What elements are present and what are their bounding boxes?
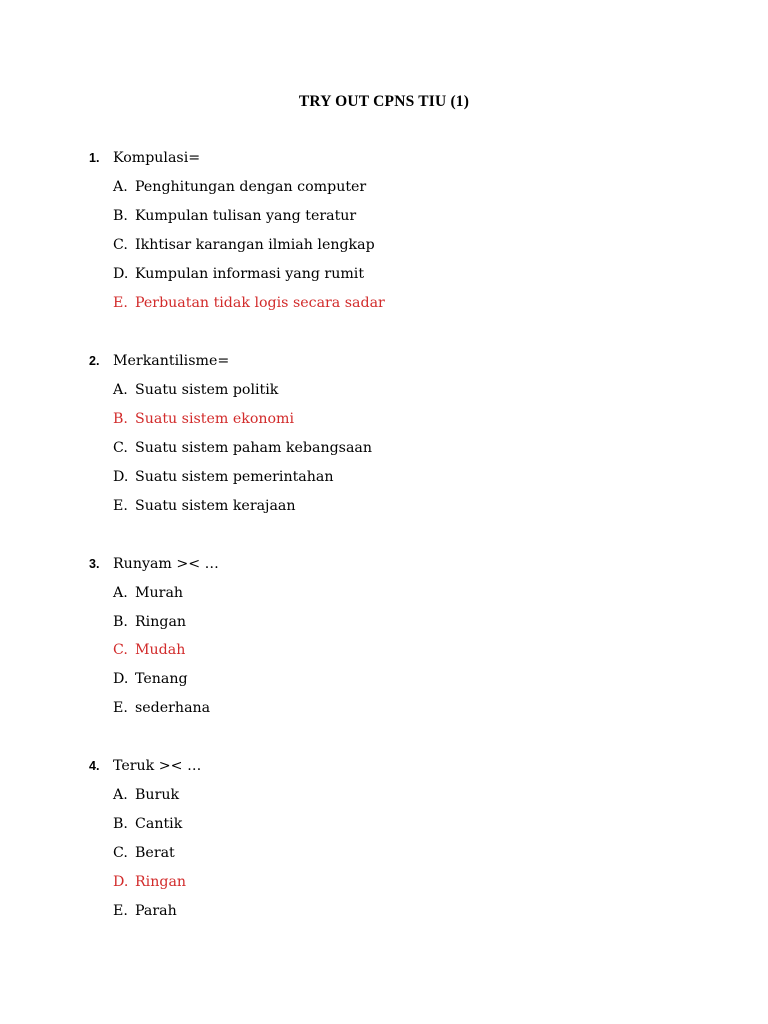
question-number: 4. — [89, 759, 100, 773]
page-title: TRY OUT CPNS TIU (1) — [298, 93, 470, 110]
option-text: Suatu sistem paham kebangsaan — [135, 440, 373, 456]
question-number: 1. — [89, 151, 100, 165]
question-text: Merkantilisme= — [113, 353, 230, 369]
option-text: Ringan — [135, 614, 187, 630]
question-number: 2. — [89, 354, 100, 368]
option-text: Ikhtisar karangan ilmiah lengkap — [135, 237, 375, 253]
option-letter: C. — [113, 440, 128, 456]
option-text: Penghitungan dengan computer — [135, 179, 367, 195]
question-text: Teruk >< … — [113, 758, 202, 774]
option-text: Ringan — [135, 874, 187, 890]
option-letter: D. — [113, 469, 129, 485]
option-text: Suatu sistem kerajaan — [135, 498, 296, 514]
option-text: Buruk — [135, 787, 180, 803]
option-letter: C. — [113, 845, 128, 861]
question-text: Kompulasi= — [113, 150, 201, 166]
question-text: Runyam >< … — [113, 556, 219, 572]
option-text: Suatu sistem politik — [135, 382, 279, 398]
option-letter: E. — [113, 903, 128, 919]
option-text: Suatu sistem pemerintahan — [135, 469, 334, 485]
option-text: Parah — [135, 903, 177, 919]
option-text: Mudah — [135, 642, 186, 658]
option-text: Kumpulan informasi yang rumit — [135, 266, 365, 282]
option-letter: D. — [113, 874, 129, 890]
question-number: 3. — [89, 557, 100, 571]
option-text: Tenang — [135, 671, 188, 687]
option-text: Cantik — [135, 816, 183, 832]
option-letter: C. — [113, 642, 128, 658]
option-letter: B. — [113, 816, 128, 832]
option-letter: A. — [113, 179, 128, 195]
option-letter: B. — [113, 208, 128, 224]
option-text: Perbuatan tidak logis secara sadar — [135, 295, 385, 311]
option-text: sederhana — [135, 700, 211, 716]
option-text: Suatu sistem ekonomi — [135, 411, 295, 427]
option-letter: E. — [113, 700, 128, 716]
option-letter: A. — [113, 787, 128, 803]
option-text: Murah — [135, 585, 184, 601]
option-letter: D. — [113, 266, 129, 282]
option-letter: C. — [113, 237, 128, 253]
option-text: Berat — [135, 845, 175, 861]
option-text: Kumpulan tulisan yang teratur — [135, 208, 357, 224]
option-letter: E. — [113, 295, 128, 311]
option-letter: D. — [113, 671, 129, 687]
option-letter: A. — [113, 585, 128, 601]
option-letter: B. — [113, 614, 128, 630]
option-letter: B. — [113, 411, 128, 427]
option-letter: E. — [113, 498, 128, 514]
option-letter: A. — [113, 382, 128, 398]
